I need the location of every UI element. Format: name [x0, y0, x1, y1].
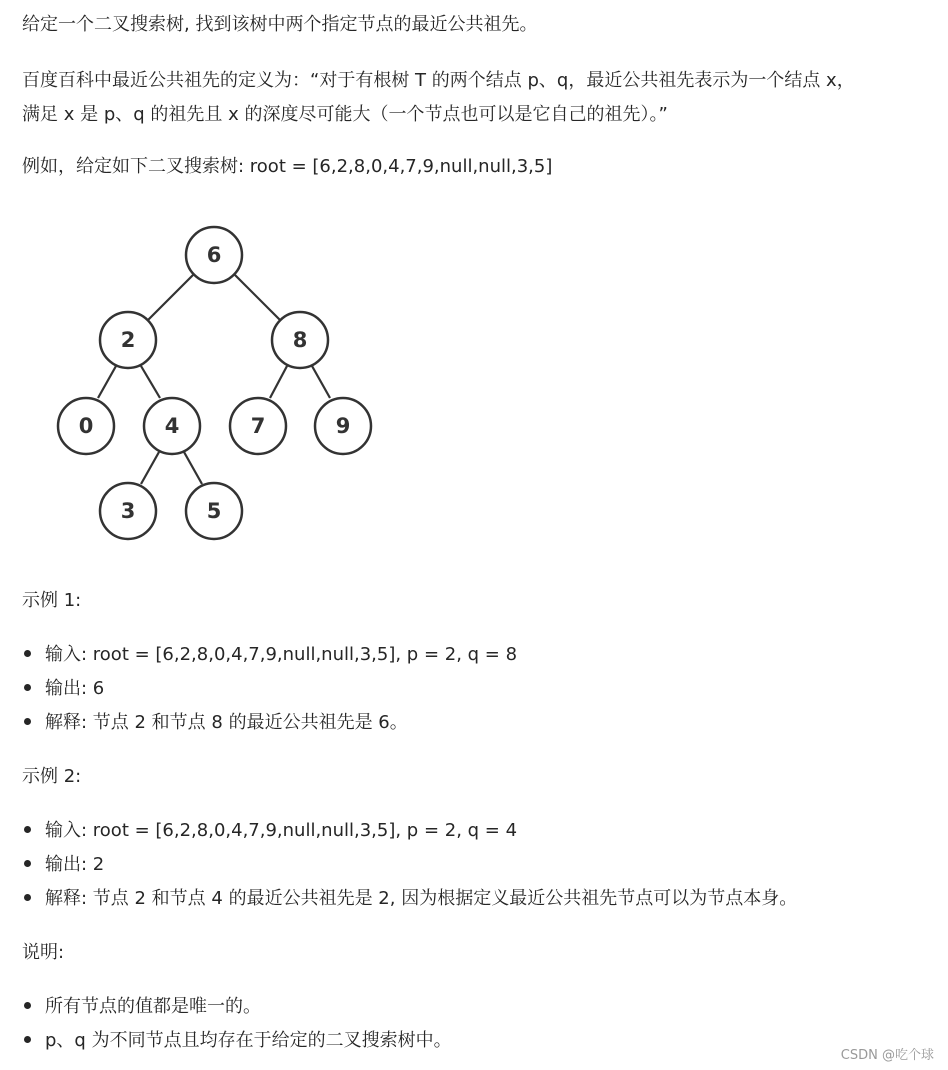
example-1-explanation — [24, 710, 408, 736]
tree-node-9 — [315, 398, 371, 454]
node-label-2: 2 — [120, 328, 136, 352]
definition-line-1: 百度百科中最近公共祖先的定义为：“对于有根树 T 的两个结点 p、q，最近公共祖先表示为一个结点 x， — [22, 70, 855, 91]
example-1-input-text: 输入: root = [6,2,8,0,4,7,9,null,null,3,5], p = 2, q = 8 — [45, 644, 518, 665]
node-label-6: 6 — [206, 243, 222, 267]
node-label-9: 9 — [335, 414, 351, 438]
edge-6-8 — [235, 275, 280, 320]
example-2-input — [24, 818, 517, 844]
bullet-icon — [24, 650, 31, 657]
node-label-7: 7 — [250, 414, 266, 438]
example-1-output — [24, 676, 104, 702]
edge-8-7 — [270, 366, 287, 398]
notes-title: 说明: — [22, 942, 65, 963]
example-2-title: 示例 2: — [22, 766, 82, 787]
edge-2-0 — [98, 366, 116, 398]
bullet-icon — [24, 894, 31, 901]
example-1-title: 示例 1: — [22, 590, 82, 611]
intro-text: 给定一个二叉搜索树, 找到该树中两个指定节点的最近公共祖先。 — [22, 14, 538, 35]
binary-search-tree-diagram — [0, 200, 420, 560]
tree-node-3 — [100, 483, 156, 539]
tree-node-6 — [186, 227, 242, 283]
edge-4-5 — [184, 452, 202, 484]
example-1-output-text: 输出: 6 — [45, 678, 105, 699]
example-2-output-text: 输出: 2 — [45, 854, 105, 875]
tree-node-5 — [186, 483, 242, 539]
example-1-explanation-text: 解释: 节点 2 和节点 8 的最近公共祖先是 6。 — [45, 712, 408, 733]
node-label-4: 4 — [164, 414, 180, 438]
edge-8-9 — [312, 366, 330, 398]
bullet-icon — [24, 1002, 31, 1009]
tree-edges — [98, 275, 330, 484]
tree-node-4 — [144, 398, 200, 454]
bullet-icon — [24, 860, 31, 867]
tree-node-7 — [230, 398, 286, 454]
edge-6-2 — [148, 275, 193, 320]
example-intro: 例如，给定如下二叉搜索树: root = [6,2,8,0,4,7,9,null,null,3,5] — [22, 156, 553, 177]
csdn-watermark: CSDN @吃个球 — [840, 1048, 934, 1063]
bullet-icon — [24, 826, 31, 833]
note-item-1 — [24, 994, 261, 1020]
note-item-2 — [24, 1028, 452, 1054]
example-2-explanation — [24, 886, 797, 912]
example-2-input-text: 输入: root = [6,2,8,0,4,7,9,null,null,3,5], p = 2, q = 4 — [45, 820, 518, 841]
edge-4-3 — [141, 452, 159, 484]
example-2-output — [24, 852, 104, 878]
bullet-icon — [24, 684, 31, 691]
node-label-5: 5 — [206, 499, 222, 523]
bullet-icon — [24, 718, 31, 725]
example-2-explanation-text: 解释: 节点 2 和节点 4 的最近公共祖先是 2, 因为根据定义最近公共祖先节点可以为节点本身。 — [45, 888, 798, 909]
note-item-1-text: 所有节点的值都是唯一的。 — [45, 996, 261, 1017]
note-item-2-text: p、q 为不同节点且均存在于给定的二叉搜索树中。 — [45, 1030, 452, 1051]
node-label-0: 0 — [78, 414, 94, 438]
tree-node-8 — [272, 312, 328, 368]
tree-node-2 — [100, 312, 156, 368]
node-label-3: 3 — [120, 499, 136, 523]
bullet-icon — [24, 1036, 31, 1043]
tree-node-0 — [58, 398, 114, 454]
node-label-8: 8 — [292, 328, 308, 352]
definition-line-2: 满足 x 是 p、q 的祖先且 x 的深度尽可能大（一个节点也可以是它自己的祖先）。” — [22, 104, 668, 125]
edge-2-4 — [141, 366, 160, 398]
example-1-input — [24, 642, 517, 668]
